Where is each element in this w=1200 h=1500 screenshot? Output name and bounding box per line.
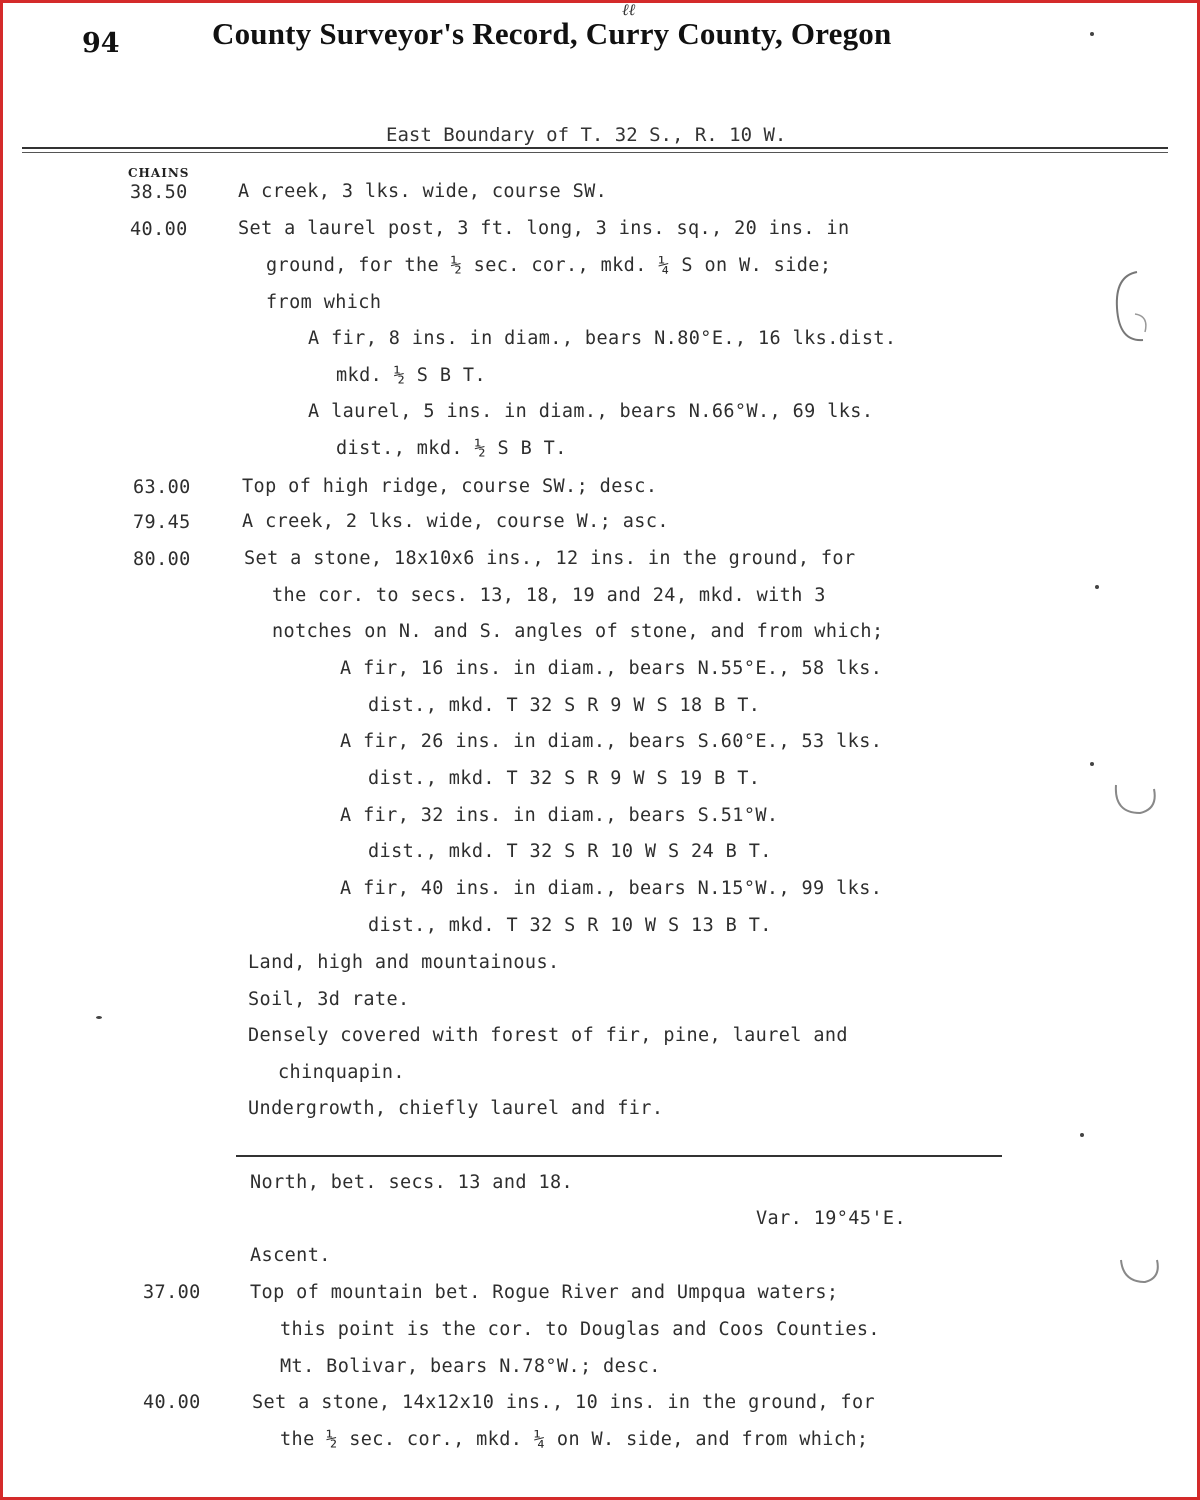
record-line: Set a stone, 14x12x10 ins., 10 ins. in the ground, for [252, 1392, 876, 1413]
record-line: Var. 19°45'E. [756, 1208, 906, 1229]
record-line: Mt. Bolivar, bears N.78°W.; desc. [280, 1356, 661, 1377]
section-divider [236, 1155, 1002, 1157]
scan-speck [1095, 585, 1099, 589]
record-line: Set a stone, 18x10x6 ins., 12 ins. in the ground, for [244, 548, 856, 569]
record-line: dist., mkd. T 32 S R 10 W S 13 B T. [368, 915, 772, 936]
chain-distance: 63.00 [133, 477, 191, 498]
binder-hole-mark-3 [1115, 1252, 1165, 1292]
record-line: Top of high ridge, course SW.; desc. [242, 476, 658, 497]
pencil-annotation: ℓℓ [622, 0, 636, 19]
record-line: A fir, 32 ins. in diam., bears S.51°W. [340, 805, 779, 826]
record-line: A fir, 26 ins. in diam., bears S.60°E., 53 lks. [340, 731, 883, 752]
scan-speck [96, 1016, 102, 1019]
record-line: A fir, 16 ins. in diam., bears N.55°E., 58 lks. [340, 658, 883, 679]
record-line: the cor. to secs. 13, 18, 19 and 24, mkd. with 3 [272, 585, 826, 606]
record-line: Set a laurel post, 3 ft. long, 3 ins. sq., 20 ins. in [238, 218, 850, 239]
record-line: mkd. ½ S B T. [336, 365, 486, 386]
binder-hole-mark-1 [1105, 268, 1155, 348]
record-line: this point is the cor. to Douglas and Coos Counties. [280, 1319, 880, 1340]
chain-distance: 40.00 [130, 219, 188, 240]
record-line: Undergrowth, chiefly laurel and fir. [248, 1098, 664, 1119]
record-line: Top of mountain bet. Rogue River and Umpqua waters; [250, 1282, 839, 1303]
chain-distance: 37.00 [143, 1282, 201, 1303]
chain-distance: 80.00 [133, 549, 191, 570]
binder-hole-mark-2 [1110, 775, 1160, 820]
record-line: Ascent. [250, 1245, 331, 1266]
record-line: chinquapin. [278, 1062, 405, 1083]
record-line: from which [266, 292, 382, 313]
scan-speck [1090, 762, 1094, 766]
page-number: 94 [82, 28, 120, 59]
record-line: dist., mkd. T 32 S R 10 W S 24 B T. [368, 841, 772, 862]
page-title: County Surveyor's Record, Curry County, Oregon [212, 16, 892, 51]
section-heading: East Boundary of T. 32 S., R. 10 W. [386, 124, 787, 146]
record-line: A creek, 3 lks. wide, course SW. [238, 181, 608, 202]
record-line: dist., mkd. ½ S B T. [336, 438, 567, 459]
chain-distance: 40.00 [143, 1392, 201, 1413]
record-line: A fir, 8 ins. in diam., bears N.80°E., 16 lks.dist. [308, 328, 897, 349]
record-line: Densely covered with forest of fir, pine, laurel and [248, 1025, 848, 1046]
record-line: A creek, 2 lks. wide, course W.; asc. [242, 511, 669, 532]
record-line: North, bet. secs. 13 and 18. [250, 1172, 574, 1193]
chain-distance: 79.45 [133, 512, 191, 533]
record-line: the ½ sec. cor., mkd. ¼ on W. side, and from which; [280, 1429, 869, 1450]
record-line: Soil, 3d rate. [248, 989, 410, 1010]
chains-column-label: CHAINS [128, 166, 190, 180]
record-line: A fir, 40 ins. in diam., bears N.15°W., 99 lks. [340, 878, 883, 899]
chain-distance: 38.50 [130, 182, 188, 203]
record-line: notches on N. and S. angles of stone, and from which; [272, 621, 884, 642]
record-line: dist., mkd. T 32 S R 9 W S 18 B T. [368, 695, 761, 716]
record-line: Land, high and mountainous. [248, 952, 560, 973]
record-line: ground, for the ½ sec. cor., mkd. ¼ S on W. side; [266, 255, 832, 276]
scan-speck [1080, 1133, 1084, 1137]
record-line: dist., mkd. T 32 S R 9 W S 19 B T. [368, 768, 761, 789]
record-line: A laurel, 5 ins. in diam., bears N.66°W., 69 lks. [308, 401, 874, 422]
